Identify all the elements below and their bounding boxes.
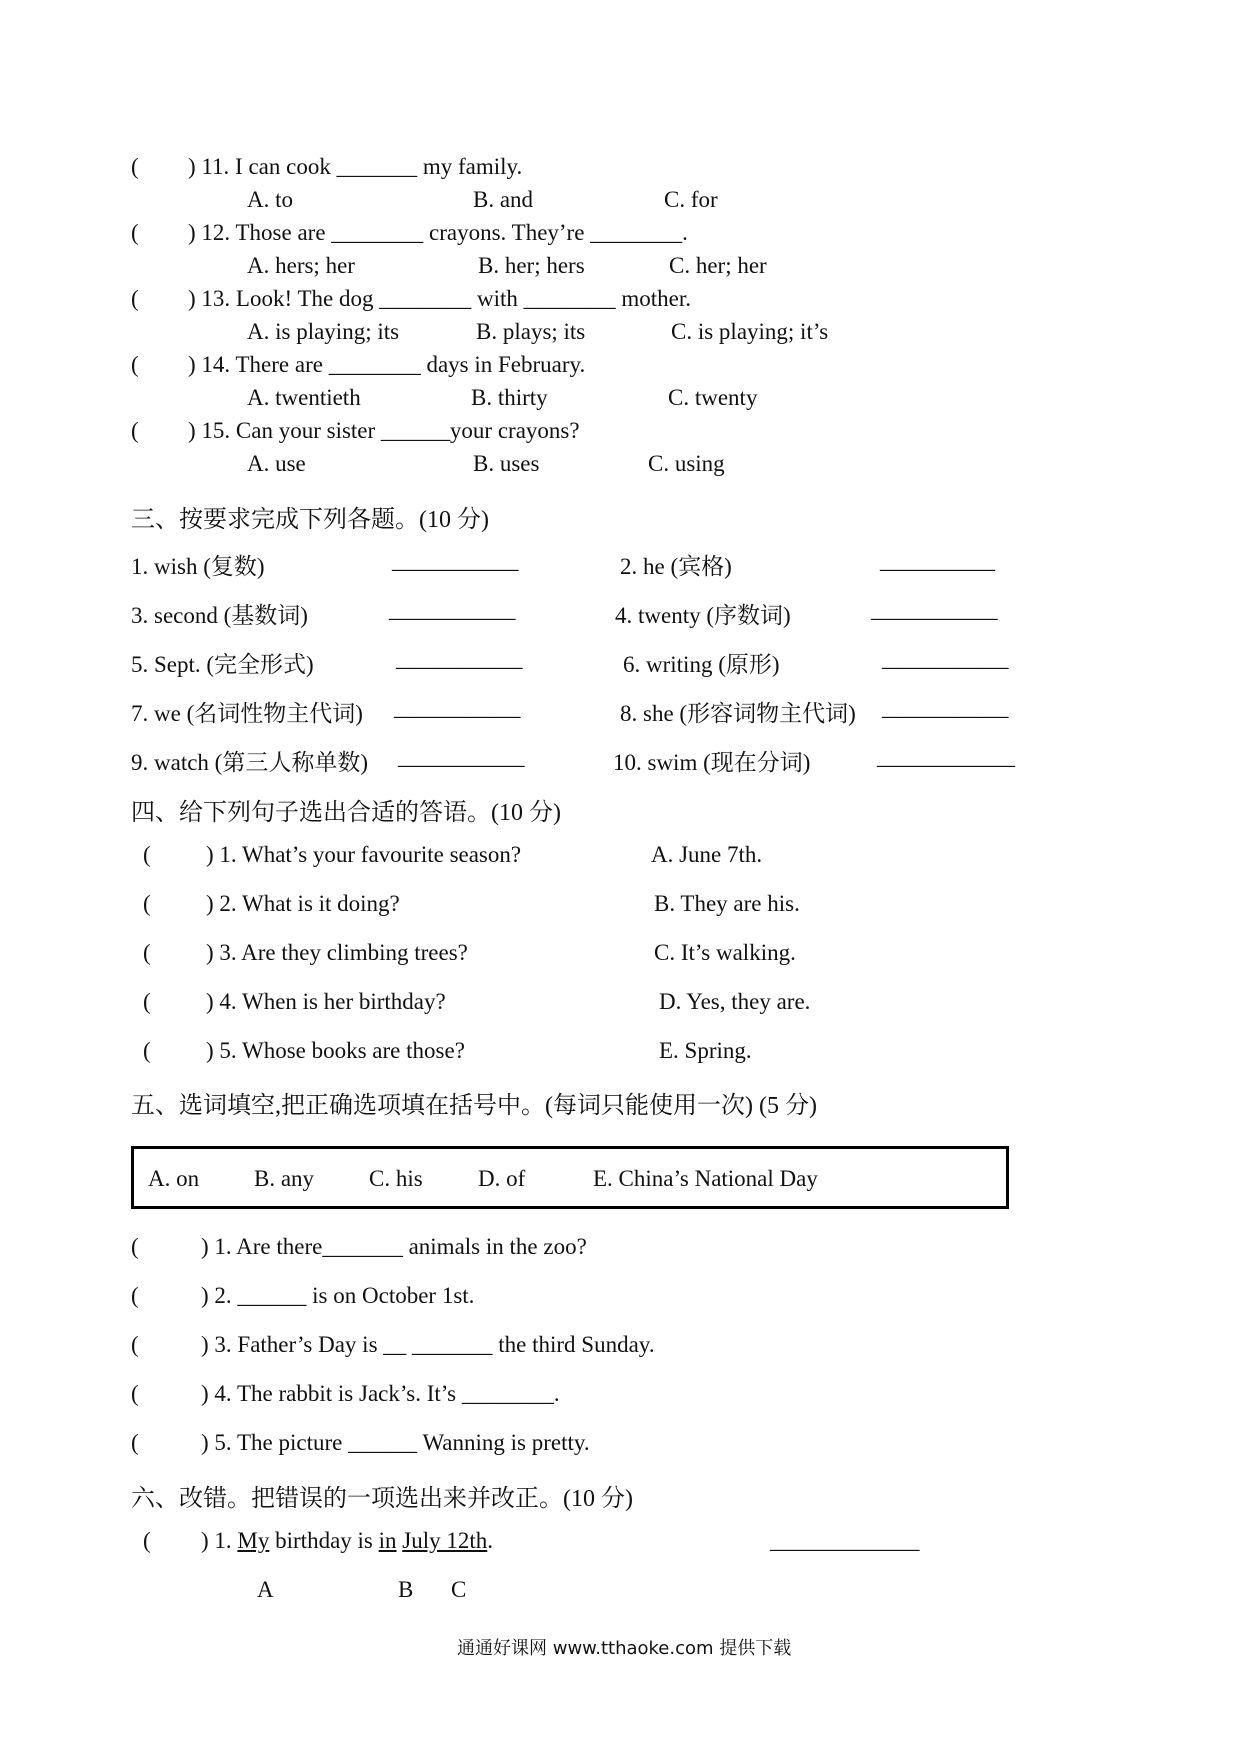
answer-paren[interactable]: ( [131, 154, 139, 179]
part-letter-c: C [451, 1577, 467, 1602]
answer-paren[interactable]: ( [143, 891, 151, 916]
question-text [201, 1528, 493, 1554]
option-a: A. to [247, 187, 293, 212]
answer-blank[interactable]: ___________ [398, 744, 525, 769]
option-c: C. her; her [669, 253, 767, 278]
option-a: A. use [247, 451, 306, 476]
question-text: ) 5. The picture ______ Wanning is pretty. [201, 1430, 590, 1455]
answer-paren[interactable]: ( [143, 1038, 151, 1063]
answer-paren[interactable]: ( [143, 1528, 151, 1553]
answer-paren[interactable]: ( [131, 1430, 139, 1455]
question-fragment: birthday is [269, 1528, 379, 1553]
answer-paren[interactable]: ( [131, 1234, 139, 1259]
answer-paren[interactable]: ( [131, 352, 139, 377]
option-b: B. uses [473, 451, 540, 476]
answer-paren[interactable]: ( [143, 989, 151, 1014]
item-label: 6. writing (原形) [623, 652, 780, 677]
answer-blank[interactable]: ___________ [389, 597, 516, 622]
item-label: 5. Sept. (完全形式) [131, 652, 314, 677]
option-a: A. is playing; its [247, 319, 400, 344]
item-label: 8. she (形容词物主代词) [620, 701, 856, 726]
section-title: 六、改错。把错误的一项选出来并改正。(10 分) [131, 1486, 633, 1512]
page-footer: 通通好课网 www.tthaoke.com 提供下载 [457, 1638, 792, 1659]
option-c: C. is playing; it’s [671, 319, 829, 344]
answer-option: E. Spring. [659, 1038, 752, 1063]
question-text: ) 1. Are there_______ animals in the zoo? [201, 1234, 587, 1259]
question-text: ) 15. Can your sister ______your crayons? [188, 418, 580, 443]
correction-blank[interactable]: _____________ [770, 1528, 920, 1553]
word-option: B. any [254, 1166, 315, 1191]
option-a: A. hers; her [247, 253, 355, 278]
word-option: D. of [478, 1166, 526, 1191]
answer-blank[interactable]: ___________ [396, 646, 523, 671]
question-text: ) 11. I can cook _______ my family. [188, 154, 523, 179]
underlined-part-b: in [378, 1528, 397, 1553]
option-a: A. twentieth [247, 385, 361, 410]
section-title: 四、给下列句子选出合适的答语。(10 分) [131, 800, 561, 826]
section-title: 五、选词填空,把正确选项填在括号中。(每词只能使用一次) (5 分) [131, 1093, 817, 1119]
question-text: ) 3. Father’s Day is __ _______ the third Sunday. [201, 1332, 655, 1357]
option-b: B. and [473, 187, 534, 212]
underlined-part-c: July 12th [402, 1528, 488, 1553]
question-text: ) 14. There are ________ days in February. [188, 352, 586, 377]
question-text: ) 5. Whose books are those? [206, 1038, 465, 1063]
answer-paren[interactable]: ( [143, 842, 151, 867]
item-label: 9. watch (第三人称单数) [131, 750, 368, 775]
word-option: C. his [369, 1166, 423, 1191]
item-label: 3. second (基数词) [131, 603, 308, 628]
answer-paren[interactable]: ( [131, 1332, 139, 1357]
answer-option: B. They are his. [654, 891, 800, 916]
answer-paren[interactable]: ( [131, 286, 139, 311]
part-letter-a: A [257, 1577, 274, 1602]
answer-option: D. Yes, they are. [659, 989, 811, 1014]
option-b: B. thirty [471, 385, 548, 410]
question-text: ) 4. When is her birthday? [206, 989, 446, 1014]
question-text: ) 13. Look! The dog ________ with ________ mother. [188, 286, 691, 311]
answer-blank[interactable]: ___________ [392, 548, 519, 573]
item-label: 7. we (名词性物主代词) [131, 701, 363, 726]
item-label: 1. wish (复数) [131, 554, 265, 579]
answer-paren[interactable]: ( [131, 1381, 139, 1406]
answer-blank[interactable]: ___________ [882, 646, 1009, 671]
answer-blank[interactable]: ____________ [877, 744, 1015, 769]
question-text: ) 2. What is it doing? [206, 891, 400, 916]
item-label: 2. he (宾格) [620, 554, 732, 579]
question-text: ) 4. The rabbit is Jack’s. It’s ________. [201, 1381, 560, 1406]
answer-paren[interactable]: ( [143, 940, 151, 965]
answer-blank[interactable]: __________ [880, 548, 995, 573]
item-label: 4. twenty (序数词) [615, 603, 791, 628]
answer-blank[interactable]: ___________ [871, 597, 998, 622]
answer-option: C. It’s walking. [654, 940, 796, 965]
word-option: A. on [148, 1166, 200, 1191]
question-number: ) 1. [201, 1528, 238, 1553]
answer-paren[interactable]: ( [131, 1283, 139, 1308]
option-c: C. twenty [668, 385, 758, 410]
answer-blank[interactable]: ___________ [394, 695, 521, 720]
question-text: ) 12. Those are ________ crayons. They’re ________. [188, 220, 688, 245]
answer-option: A. June 7th. [651, 842, 763, 867]
answer-paren[interactable]: ( [131, 220, 139, 245]
answer-blank[interactable]: ___________ [882, 695, 1009, 720]
option-b: B. her; hers [478, 253, 585, 278]
word-option: E. China’s National Day [593, 1166, 818, 1191]
question-text: ) 2. ______ is on October 1st. [201, 1283, 475, 1308]
part-letter-b: B [398, 1577, 414, 1602]
question-text: ) 1. What’s your favourite season? [206, 842, 522, 867]
option-b: B. plays; its [476, 319, 586, 344]
option-c: C. for [664, 187, 718, 212]
item-label: 10. swim (现在分词) [613, 750, 811, 775]
section-title: 三、按要求完成下列各题。(10 分) [131, 507, 489, 533]
underlined-part-a: My [237, 1528, 270, 1553]
question-text: ) 3. Are they climbing trees? [206, 940, 468, 965]
option-c: C. using [648, 451, 725, 476]
question-fragment: . [487, 1528, 493, 1553]
answer-paren[interactable]: ( [131, 418, 139, 443]
